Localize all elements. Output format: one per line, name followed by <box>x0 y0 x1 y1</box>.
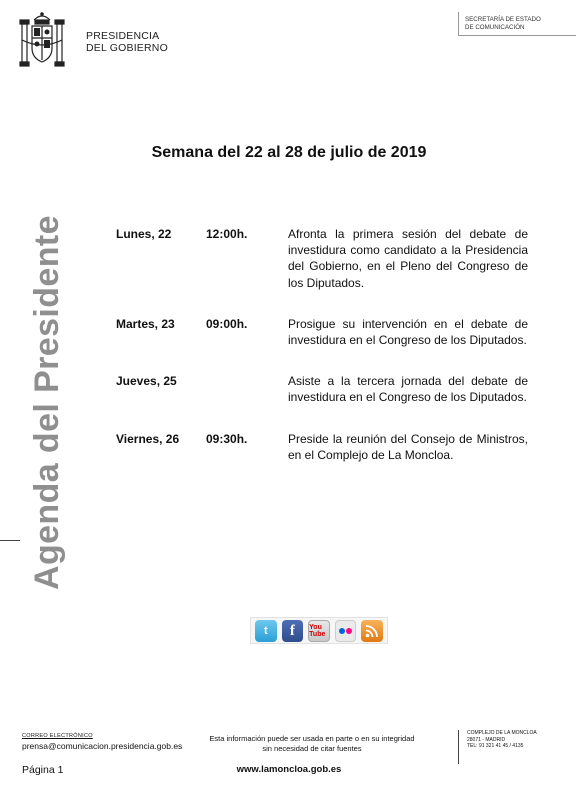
agenda-day: Viernes, 26 <box>116 431 180 446</box>
postal-address: COMPLEJO DE LA MONCLOA 28071 - MADRID TEL: 91 321 41 45 / 4135 <box>458 730 537 764</box>
social-links <box>250 617 388 644</box>
agenda-list <box>116 226 528 488</box>
organization-name: PRESIDENCIA DEL GOBIERNO <box>86 30 168 54</box>
coat-of-arms-icon <box>18 10 66 72</box>
agenda-entry <box>116 431 528 463</box>
agenda-entry <box>116 226 528 291</box>
agenda-time: 09:00h. <box>206 316 248 331</box>
agenda-entry <box>116 373 528 405</box>
sidebar-divider <box>0 540 20 541</box>
agenda-description: Asiste a la tercera jornada del debate de investidura en el Congreso de los Diputados. <box>288 374 528 405</box>
website-link[interactable]: www.lamoncloa.gob.es <box>236 764 342 775</box>
agenda-time: 09:30h. <box>206 431 248 446</box>
agenda-time: 12:00h. <box>206 227 248 241</box>
youtube-icon[interactable]: You Tube <box>308 620 330 642</box>
agenda-sidebar-title: Agenda del Presidente <box>28 215 66 590</box>
agenda-day: Lunes, 22 <box>116 227 172 241</box>
facebook-icon[interactable]: f <box>282 620 304 642</box>
agenda-description: Afronta la primera sesión del debate de investidura como candidato a la Presidencia del Gobierno, en el Pleno del Congreso de los Diputados. <box>288 227 528 290</box>
usage-notice: Esta información puede ser usada en parte o en su integridad sin necesidad de citar fuentes <box>209 734 415 753</box>
agenda-entry <box>116 316 528 348</box>
agenda-time <box>206 373 288 405</box>
agenda-day: Jueves, 25 <box>116 374 177 389</box>
secretariat-label: SECRETARÍA DE ESTADO DE COMUNICACIÓN <box>458 12 576 36</box>
week-title: Semana del 22 al 28 de julio de 2019 <box>151 144 427 161</box>
rss-icon[interactable] <box>361 620 383 642</box>
email-label: CORREO ELECTRÓNICO <box>22 733 93 739</box>
twitter-icon[interactable]: t <box>255 620 277 642</box>
agenda-description: Preside la reunión del Consejo de Ministros, en el Complejo de La Moncloa. <box>288 431 528 462</box>
flickr-icon[interactable] <box>335 620 357 642</box>
page-number: Página 1 <box>22 764 64 776</box>
agenda-description: Prosigue su intervención en el debate de investidura en el Congreso de los Diputados. <box>288 316 528 348</box>
email-address[interactable]: prensa@comunicacion.presidencia.gob.es <box>22 741 183 751</box>
agenda-day: Martes, 23 <box>116 316 175 331</box>
